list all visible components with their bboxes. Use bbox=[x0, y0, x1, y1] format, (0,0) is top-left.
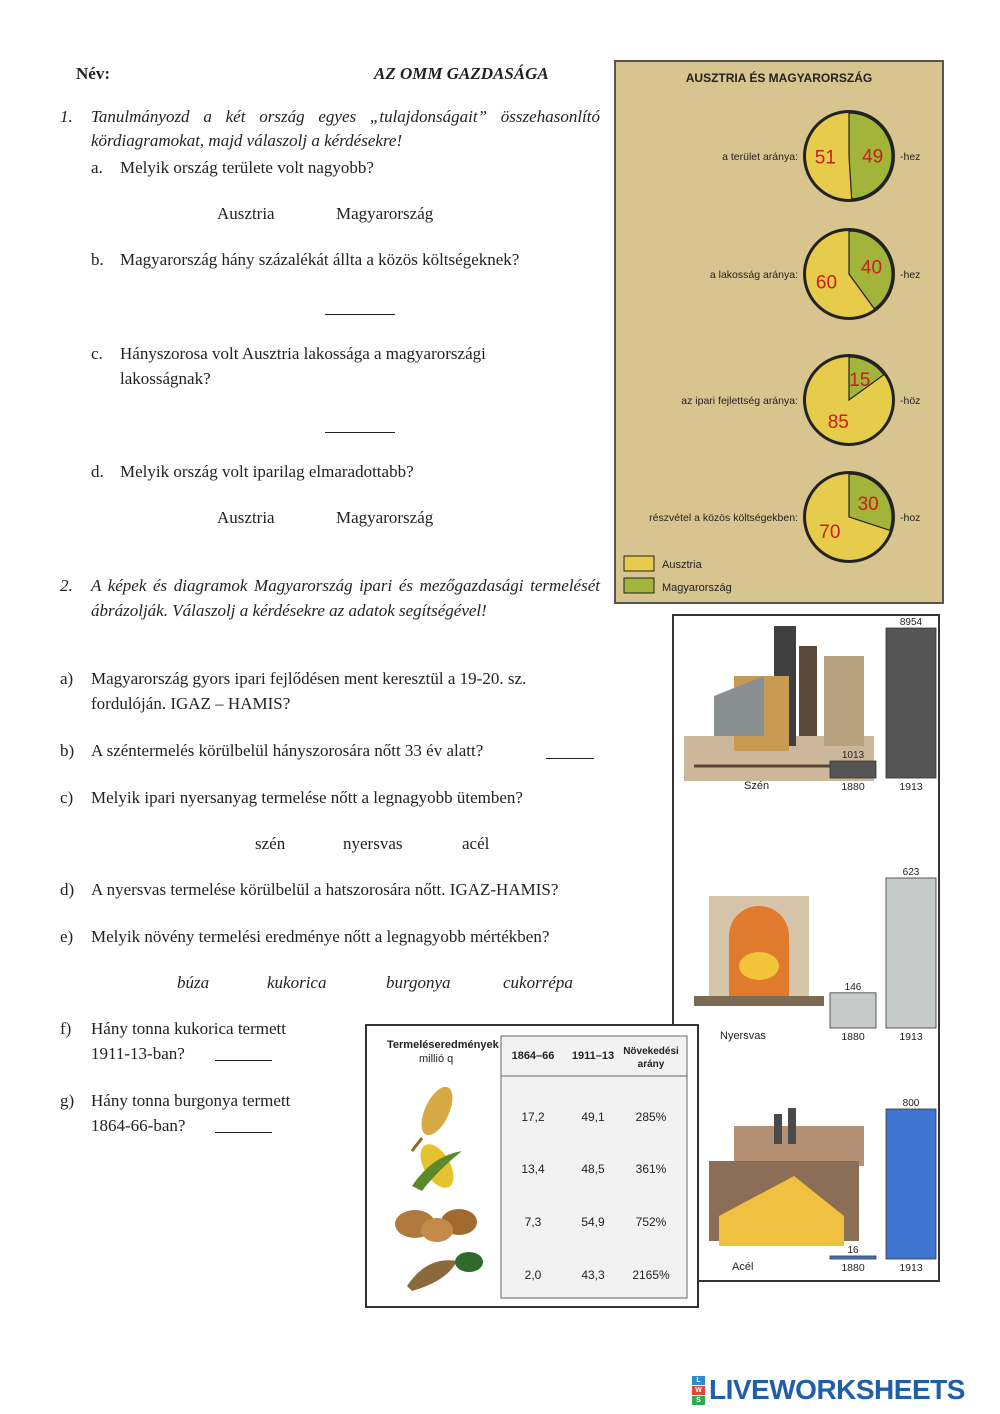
industry-figure bbox=[672, 614, 940, 1282]
logo-letter-l: L bbox=[692, 1376, 705, 1385]
iron-furnace-illustration bbox=[694, 896, 824, 1006]
bar-category-label: 1880 bbox=[841, 1262, 865, 1274]
bar-value-label: 1013 bbox=[841, 750, 865, 762]
q2g-line2: 1864-66-ban? bbox=[91, 1116, 186, 1135]
q2f-letter: f) bbox=[60, 1019, 72, 1038]
q2b-answer-blank[interactable] bbox=[546, 740, 594, 759]
q2-number: 2. bbox=[60, 576, 73, 595]
iron-label: Nyersvas bbox=[720, 1030, 766, 1042]
crop-table-cell: 54,9 bbox=[581, 1215, 605, 1229]
bar-value-label: 16 bbox=[847, 1245, 859, 1256]
crop-table-col3-line1: Növekedési bbox=[623, 1046, 679, 1057]
bar bbox=[886, 628, 936, 778]
q2e-letter: e) bbox=[60, 927, 74, 946]
q2f-line1: Hány tonna kukorica termett bbox=[91, 1019, 286, 1038]
pie-row-label: az ipari fejlettség aránya: bbox=[681, 395, 798, 407]
q2g-answer-blank[interactable] bbox=[215, 1114, 272, 1133]
q2a-line1: Magyarország gyors ipari fejlődésen ment keresztül a 19-20. sz. bbox=[91, 669, 527, 688]
crop-table-col3-line2: arány bbox=[637, 1059, 665, 1070]
bar-value-label: 8954 bbox=[899, 617, 923, 628]
bar bbox=[886, 1109, 936, 1259]
q1-intro-line2: kördiagramokat, majd válaszolj a kérdésekre! bbox=[91, 131, 403, 150]
crop-table-cell: 361% bbox=[635, 1162, 667, 1176]
q2c-letter: c) bbox=[60, 788, 74, 807]
q2a-line2[interactable]: fordulóján. IGAZ – HAMIS? bbox=[91, 694, 291, 713]
q1c-letter: c. bbox=[91, 344, 103, 363]
q1b-answer-blank[interactable] bbox=[325, 296, 395, 315]
corn-icon bbox=[412, 1139, 462, 1194]
logo-squares-icon bbox=[692, 1376, 705, 1405]
crop-table-col2: 1911–13 bbox=[571, 1050, 615, 1062]
pie-value-austria: 85 bbox=[827, 412, 849, 434]
q2e-option-cukorrepa[interactable]: cukorrépa bbox=[503, 973, 573, 992]
crop-table-cell: 7,3 bbox=[524, 1215, 542, 1229]
brand-name: LIVEWORKSHEETS bbox=[709, 1374, 965, 1405]
q2-intro-line1: A képek és diagramok Magyarország ipari és mezőgazdasági termelését bbox=[91, 576, 600, 595]
bar-value-label: 800 bbox=[902, 1098, 920, 1109]
crop-table-col1: 1864–66 bbox=[511, 1050, 555, 1062]
page-title: AZ OMM GAZDASÁGA bbox=[374, 64, 549, 83]
pie-row-label: részvétel a közös költségekben: bbox=[649, 512, 798, 524]
q1c-line1: Hányszorosa volt Ausztria lakossága a magyarországi bbox=[120, 344, 486, 363]
pie-value-austria: 51 bbox=[814, 147, 836, 169]
crop-table-cell: 17,2 bbox=[521, 1110, 545, 1124]
sugar-beet-icon bbox=[407, 1252, 483, 1291]
q2-intro-line2: ábrázolják. Válaszolj a kérdésekre az adatok segítségével! bbox=[91, 601, 487, 620]
pie-value-hungary: 15 bbox=[849, 369, 871, 391]
pie-value-hungary: 40 bbox=[860, 257, 883, 279]
bar-category-label: 1880 bbox=[841, 781, 865, 793]
bar bbox=[830, 761, 876, 778]
legend-austria-label: Ausztria bbox=[662, 559, 702, 571]
q2f-answer-blank[interactable] bbox=[215, 1042, 272, 1061]
coal-label: Szén bbox=[744, 780, 770, 792]
q2b-letter: b) bbox=[60, 741, 75, 760]
q1b-text: Magyarország hány százalékát állta a közös költségeknek? bbox=[120, 250, 520, 269]
q2e-option-buza[interactable]: búza bbox=[177, 973, 210, 992]
pie-row-suffix: -hez bbox=[900, 269, 921, 281]
pie-figure-title: AUSZTRIA ÉS MAGYARORSZÁG bbox=[685, 71, 873, 85]
bar-category-label: 1880 bbox=[841, 1031, 865, 1043]
pie-row-suffix: -höz bbox=[900, 395, 921, 407]
bar-category-label: 1913 bbox=[899, 1031, 923, 1043]
logo-letter-s: S bbox=[692, 1396, 705, 1405]
q2e-option-burgonya[interactable]: burgonya bbox=[386, 973, 451, 992]
pie-value-austria: 70 bbox=[819, 521, 841, 543]
bar bbox=[830, 1256, 876, 1259]
q2a-letter: a) bbox=[60, 669, 74, 688]
steel-mill-illustration bbox=[709, 1108, 864, 1246]
name-label: Név: bbox=[76, 64, 110, 83]
crop-table-cell: 49,1 bbox=[581, 1110, 605, 1124]
q2c-option-nyersvas[interactable]: nyersvas bbox=[343, 834, 403, 853]
crop-table-title: Termeléseredmények bbox=[387, 1039, 499, 1051]
pie-value-hungary: 49 bbox=[862, 146, 884, 168]
legend-austria-swatch bbox=[624, 556, 654, 571]
crop-production-table bbox=[365, 1024, 699, 1308]
pie-value-hungary: 30 bbox=[857, 494, 879, 516]
pie-row-label: a lakosság aránya: bbox=[709, 269, 798, 281]
q1a-text: Melyik ország területe volt nagyobb? bbox=[120, 158, 374, 177]
pie-value-austria: 60 bbox=[815, 272, 838, 294]
crop-table-cell: 13,4 bbox=[521, 1162, 545, 1176]
wheat-icon bbox=[412, 1082, 459, 1151]
q1d-option-austria[interactable]: Ausztria bbox=[217, 508, 275, 527]
bar bbox=[886, 878, 936, 1028]
q1d-letter: d. bbox=[91, 462, 104, 481]
q1c-answer-blank[interactable] bbox=[325, 414, 395, 433]
q2d-text[interactable]: A nyersvas termelése körülbelül a hatszorosára nőtt. IGAZ-HAMIS? bbox=[91, 880, 559, 899]
legend-hungary-label: Magyarország bbox=[662, 582, 732, 594]
q1-intro-line1: Tanulmányozd a két ország egyes „tulajdonságait” összehasonlító bbox=[91, 107, 600, 126]
pie-row-suffix: -hoz bbox=[900, 512, 921, 524]
pie-row-suffix: -hez bbox=[900, 151, 921, 163]
q2c-option-szen[interactable]: szén bbox=[255, 834, 286, 853]
q2f-line2: 1911-13-ban? bbox=[91, 1044, 185, 1063]
crop-table-cell: 48,5 bbox=[581, 1162, 605, 1176]
logo-letter-w: W bbox=[692, 1386, 705, 1395]
crop-table-cell: 43,3 bbox=[581, 1268, 605, 1282]
q2c-option-acel[interactable]: acél bbox=[462, 834, 490, 853]
q1a-option-austria[interactable]: Ausztria bbox=[217, 204, 275, 223]
q2g-letter: g) bbox=[60, 1091, 75, 1110]
q2d-letter: d) bbox=[60, 880, 75, 899]
bar-value-label: 146 bbox=[844, 981, 862, 993]
q1d-option-hungary[interactable]: Magyarország bbox=[336, 508, 434, 527]
pie-row-label: a terület aránya: bbox=[722, 151, 798, 163]
q1c-line2: lakosságnak? bbox=[120, 369, 211, 388]
pie-comparison-figure bbox=[614, 60, 944, 604]
q2c-text: Melyik ipari nyersanyag termelése nőtt a legnagyobb ütemben? bbox=[91, 788, 523, 807]
crop-table-cell: 2165% bbox=[632, 1268, 670, 1282]
q2e-text: Melyik növény termelési eredménye nőtt a legnagyobb mértékben? bbox=[91, 927, 550, 946]
bar bbox=[830, 993, 876, 1028]
potato-icon bbox=[395, 1209, 477, 1242]
q1a-option-hungary[interactable]: Magyarország bbox=[336, 204, 434, 223]
q2b-text: A széntermelés körülbelül hányszorosára nőtt 33 év alatt? bbox=[91, 741, 484, 760]
q1b-letter: b. bbox=[91, 250, 104, 269]
bar-value-label: 623 bbox=[902, 867, 920, 878]
liveworksheets-logo bbox=[692, 1374, 965, 1406]
crop-table-cell: 2,0 bbox=[524, 1268, 542, 1282]
bar-category-label: 1913 bbox=[899, 1262, 923, 1274]
crop-table-cell: 285% bbox=[635, 1110, 667, 1124]
q2e-option-kukorica[interactable]: kukorica bbox=[267, 973, 327, 992]
crop-table-cell: 752% bbox=[635, 1215, 667, 1229]
q1a-letter: a. bbox=[91, 158, 103, 177]
crop-table-unit: millió q bbox=[419, 1053, 454, 1065]
legend-hungary-swatch bbox=[624, 578, 654, 593]
q2g-line1: Hány tonna burgonya termett bbox=[91, 1091, 291, 1110]
q1d-text: Melyik ország volt iparilag elmaradottabb? bbox=[120, 462, 414, 481]
q1-number: 1. bbox=[60, 107, 73, 126]
steel-label: Acél bbox=[732, 1261, 754, 1273]
bar-category-label: 1913 bbox=[899, 781, 923, 793]
